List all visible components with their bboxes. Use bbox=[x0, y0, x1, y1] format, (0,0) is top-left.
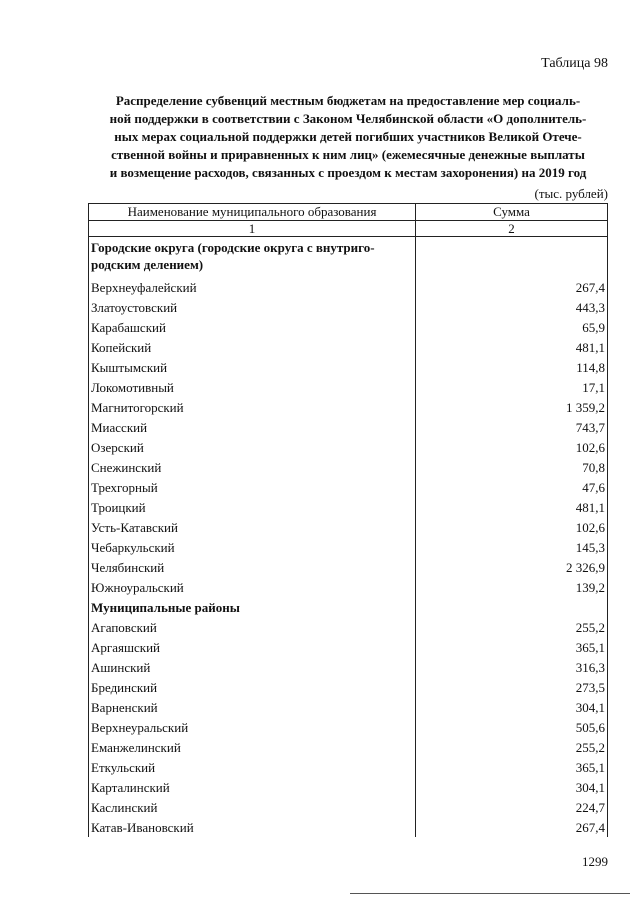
amount: 365,1 bbox=[416, 637, 608, 657]
table-row bbox=[89, 357, 608, 377]
table-body bbox=[89, 237, 608, 838]
municipality-name: Агаповский bbox=[89, 617, 416, 637]
amount: 316,3 bbox=[416, 657, 608, 677]
amount: 102,6 bbox=[416, 437, 608, 457]
amount: 139,2 bbox=[416, 577, 608, 597]
table-row bbox=[89, 637, 608, 657]
document-title bbox=[88, 92, 608, 182]
municipality-name: Каслинский bbox=[89, 797, 416, 817]
title-line: ной поддержки в соответствии с Законом Челябинской области «О дополнитель- bbox=[109, 111, 587, 126]
municipality-name: Ашинский bbox=[89, 657, 416, 677]
municipality-name: Кыштымский bbox=[89, 357, 416, 377]
table-row bbox=[89, 557, 608, 577]
municipality-name: Карабашский bbox=[89, 317, 416, 337]
municipality-name: Аргаяшский bbox=[89, 637, 416, 657]
amount: 102,6 bbox=[416, 517, 608, 537]
amount: 70,8 bbox=[416, 457, 608, 477]
municipality-name: Еманжелинский bbox=[89, 737, 416, 757]
table-row bbox=[89, 717, 608, 737]
municipality-name: Троицкий bbox=[89, 497, 416, 517]
table-row bbox=[89, 377, 608, 397]
table-row bbox=[89, 537, 608, 557]
title-line: Распределение субвенций местным бюджетам на предоставление мер социаль- bbox=[115, 93, 581, 108]
amount: 267,4 bbox=[416, 817, 608, 837]
municipality-name: Челябинский bbox=[89, 557, 416, 577]
amount: 505,6 bbox=[416, 717, 608, 737]
municipality-name: Карталинский bbox=[89, 777, 416, 797]
column-header-name: Наименование муниципального образования bbox=[89, 204, 416, 221]
amount: 481,1 bbox=[416, 337, 608, 357]
section-title-line: родским делением) bbox=[91, 257, 204, 272]
column-number: 1 bbox=[89, 221, 416, 237]
amount: 304,1 bbox=[416, 697, 608, 717]
table-row bbox=[89, 817, 608, 837]
table-row bbox=[89, 477, 608, 497]
amount: 304,1 bbox=[416, 777, 608, 797]
municipality-name: Миасский bbox=[89, 417, 416, 437]
title-line: ных мерах социальной поддержки детей погибших участников Великой Отече- bbox=[114, 129, 582, 144]
section-sum-empty bbox=[416, 597, 608, 617]
amount: 224,7 bbox=[416, 797, 608, 817]
column-number-row bbox=[89, 221, 608, 237]
municipality-name: Усть-Катавский bbox=[89, 517, 416, 537]
municipality-name: Верхнеуральский bbox=[89, 717, 416, 737]
municipality-name: Южноуральский bbox=[89, 577, 416, 597]
table-header-row bbox=[89, 204, 608, 221]
table-row bbox=[89, 517, 608, 537]
column-number: 2 bbox=[416, 221, 608, 237]
municipality-name: Магнитогорский bbox=[89, 397, 416, 417]
table-row bbox=[89, 497, 608, 517]
table-number: Таблица 98 bbox=[541, 56, 608, 71]
units-label: (тыс. рублей) bbox=[534, 186, 608, 201]
amount: 1 359,2 bbox=[416, 397, 608, 417]
table-row bbox=[89, 797, 608, 817]
municipality-name: Брединский bbox=[89, 677, 416, 697]
municipality-name: Верхнеуфалейский bbox=[89, 277, 416, 297]
municipality-name: Катав-Ивановский bbox=[89, 817, 416, 837]
amount: 2 326,9 bbox=[416, 557, 608, 577]
table-row bbox=[89, 657, 608, 677]
municipality-name: Трехгорный bbox=[89, 477, 416, 497]
municipality-name: Еткульский bbox=[89, 757, 416, 777]
table-row bbox=[89, 577, 608, 597]
table-row bbox=[89, 277, 608, 297]
section-row-urban-districts bbox=[89, 237, 608, 278]
amount: 114,8 bbox=[416, 357, 608, 377]
table-row bbox=[89, 397, 608, 417]
section-title bbox=[89, 237, 416, 278]
table-row bbox=[89, 417, 608, 437]
municipality-name: Варненский bbox=[89, 697, 416, 717]
amount: 267,4 bbox=[416, 277, 608, 297]
table-row bbox=[89, 697, 608, 717]
table-row bbox=[89, 777, 608, 797]
section-title: Муниципальные районы bbox=[89, 597, 416, 617]
page-number: 1299 bbox=[582, 854, 608, 869]
table-row bbox=[89, 317, 608, 337]
footer-divider bbox=[350, 893, 630, 894]
section-sum-empty bbox=[416, 237, 608, 278]
amount: 17,1 bbox=[416, 377, 608, 397]
amount: 481,1 bbox=[416, 497, 608, 517]
amount: 145,3 bbox=[416, 537, 608, 557]
table-row bbox=[89, 437, 608, 457]
column-header-sum: Сумма bbox=[416, 204, 608, 221]
subvention-table bbox=[88, 203, 608, 837]
amount: 47,6 bbox=[416, 477, 608, 497]
table-row bbox=[89, 337, 608, 357]
section-title-line: Городские округа (городские округа с внутриго- bbox=[91, 240, 375, 255]
amount: 743,7 bbox=[416, 417, 608, 437]
municipality-name: Златоустовский bbox=[89, 297, 416, 317]
table-row bbox=[89, 457, 608, 477]
amount: 65,9 bbox=[416, 317, 608, 337]
amount: 365,1 bbox=[416, 757, 608, 777]
table-row bbox=[89, 677, 608, 697]
municipality-name: Чебаркульский bbox=[89, 537, 416, 557]
table-row bbox=[89, 757, 608, 777]
municipality-name: Озерский bbox=[89, 437, 416, 457]
section-row-municipal-districts bbox=[89, 597, 608, 617]
municipality-name: Снежинский bbox=[89, 457, 416, 477]
municipality-name: Копейский bbox=[89, 337, 416, 357]
title-line: и возмещение расходов, связанных с проездом к местам захоронения) на 2019 год bbox=[109, 165, 587, 180]
amount: 255,2 bbox=[416, 617, 608, 637]
table-row bbox=[89, 737, 608, 757]
amount: 255,2 bbox=[416, 737, 608, 757]
table-row bbox=[89, 297, 608, 317]
amount: 443,3 bbox=[416, 297, 608, 317]
municipality-name: Локомотивный bbox=[89, 377, 416, 397]
title-line: ственной войны и приравненных к ним лиц» (ежемесячные денежные выплаты bbox=[111, 147, 585, 162]
table-row bbox=[89, 617, 608, 637]
amount: 273,5 bbox=[416, 677, 608, 697]
